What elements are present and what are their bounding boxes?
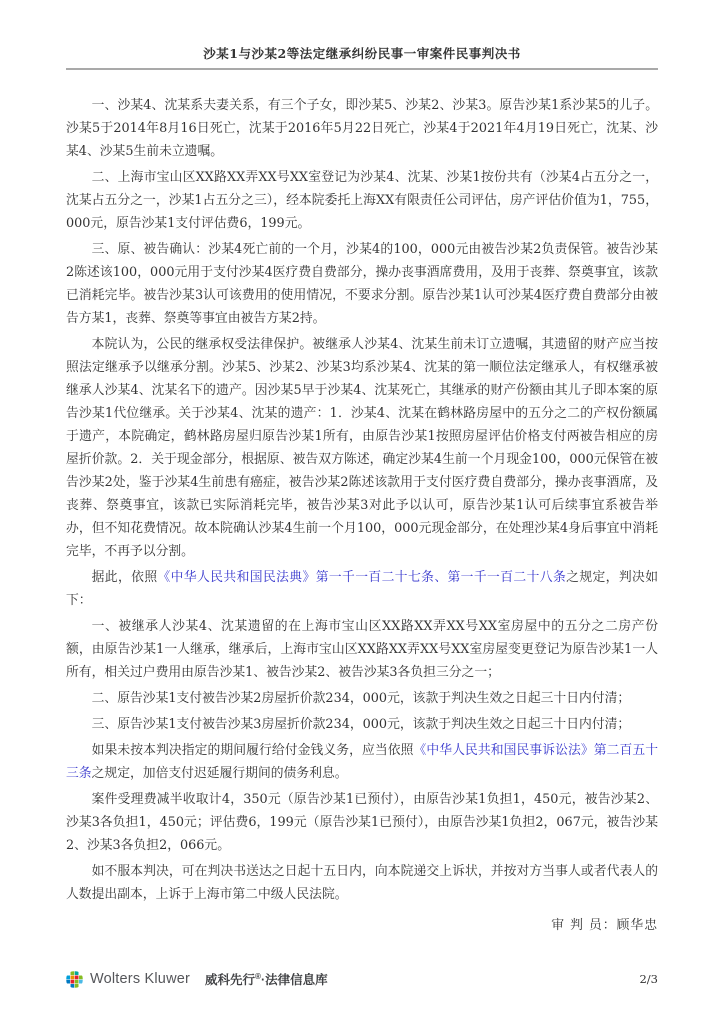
text-segment: 二、上海市宝山区XX路XX弄XX号XX室登记为沙某4、沈某、沙某1按份共有（沙某4占五分之一，沈某占五分之一，沙某1占五分之三），经本院委托上海XX有限责任公司评估，房产评估价值为1，755，000元，原告沙某1支付评估费6，199元。 bbox=[66, 170, 658, 231]
text-segment: 二、原告沙某1支付被告沙某2房屋折价款234，000元，该款于判决生效之日起三十日内付清； bbox=[91, 691, 631, 706]
para-ruling-2 bbox=[66, 687, 658, 710]
text-segment: 本院认为，公民的继承权受法律保护。被继承人沙某4、沈某生前未订立遗嘱，其遗留的财产应当按照法定继承予以继承分割。沙某5、沙某2、沙某3均系沙某4、沈某的第一顺位法定继承人，有权继承被继承人沙某4、沈某名下的遗产。因沙某5早于沙某4、沈某死亡，其继承的财产份额由其儿子即本案的原告沙某1代位继承。关于沙某4、沈某的遗产：1．沙某4、沈某在鹤林路房屋中的五分之二的产权份额属于遗产，本院确定，鹤林路房屋归原告沙某1所有，由原告沙某1按照房屋评估价格支付两被告相应的房屋折价款。2．关于现金部分，根据原、被告双方陈述，确定沙某4生前一个月现金100，000元保管在被告沙某2处，鉴于沙某4生前患有癌症，被告沙某2陈述该款用于支付医疗费自费部分，操办丧事酒席，及丧葬、祭奠事宜，该款已实际消耗完毕，被告沙某3对此予以认可，原告沙某1认可后续事宜系被告举办，但不知花费情况。故本院确认沙某4生前一个月100，000元现金部分，在处理沙某4身后事宜中消耗完毕，不再予以分割。 bbox=[66, 337, 658, 559]
text-segment: 一、沙某4、沈某系夫妻关系，有三个子女，即沙某5、沙某2、沙某3。原告沙某1系沙某5的儿子。沙某5于2014年8月16日死亡，沈某于2016年5月22日死亡，沙某4于2021年4月19日死亡，沈某、沙某4、沙某5生前未立遗嘱。 bbox=[66, 98, 658, 159]
text-segment: 三、原、被告确认：沙某4死亡前的一个月，沙某4的100，000元由被告沙某2负责保管。被告沙某2陈述该100，000元用于支付沙某4医疗费自费部分，操办丧事酒席费用，及用于丧葬、祭奠事宜，该款已消耗完毕。被告沙某3认可该费用的使用情况，不要求分割。原告沙某1认可沙某4医疗费自费部分由被告方某1，丧葬、祭奠等事宜由被告方某2持。 bbox=[66, 242, 658, 326]
para-court-opinion bbox=[66, 333, 658, 563]
brand-cn-name: 威科先行 bbox=[205, 973, 256, 987]
text-segment: 一、被继承人沙某4、沈某遗留的在上海市宝山区XX路XX弄XX号XX室房屋中的五分之二房产份额，由原告沙某1一人继承，继承后，上海市宝山区XX路XX弄XX号XX室房屋变更登记为原告沙某1一人所有，相关过户费用由原告沙某1、被告沙某2、被告沙某3各负担三分之一； bbox=[66, 619, 658, 680]
para-fact-3 bbox=[66, 238, 658, 330]
para-fact-2 bbox=[66, 166, 658, 235]
law-reference-link[interactable]: 《中华人民共和国民法典》 bbox=[157, 570, 316, 585]
document-title: 沙某1与沙某2等法定继承纠纷民事一审案件民事判决书 bbox=[203, 46, 521, 61]
page-indicator: 2/3 bbox=[639, 972, 658, 986]
para-ruling-3 bbox=[66, 713, 658, 736]
weike-xianxing-brand bbox=[205, 970, 328, 988]
registered-mark: ® bbox=[255, 971, 261, 981]
law-reference-link[interactable]: 《中华人民共和国民事诉讼法》 bbox=[413, 743, 594, 758]
law-reference-link[interactable]: 第二百五十三条 bbox=[66, 743, 659, 781]
text-segment: 之规定，判决如下： bbox=[66, 570, 659, 608]
text-segment: 如不服本判决，可在判决书送达之日起十五日内，向本院递交上诉状，并按对方当事人或者代表人的人数提出副本，上诉于上海市第二中级人民法院。 bbox=[66, 864, 658, 902]
document-footer bbox=[66, 962, 658, 996]
brand-cn-rest: ·法律信息库 bbox=[260, 973, 328, 987]
text-segment: 据此，依照 bbox=[91, 570, 158, 585]
para-late-payment bbox=[66, 739, 658, 785]
law-reference-link[interactable]: 第一千一百二十七条、第一千一百二十八条 bbox=[315, 570, 567, 585]
wolters-kluwer-logo-icon bbox=[66, 971, 83, 988]
para-fact-1 bbox=[66, 94, 658, 163]
para-judge-signature bbox=[66, 914, 658, 937]
wolters-kluwer-wordmark: Wolters Kluwer bbox=[90, 971, 191, 987]
text-segment: 三、原告沙某1支付被告沙某3房屋折价款234，000元，该款于判决生效之日起三十日内付清； bbox=[91, 717, 631, 732]
para-appeal bbox=[66, 860, 658, 906]
text-segment: 之规定，加倍支付迟延履行期间的债务利息。 bbox=[91, 766, 348, 781]
para-ruling-1 bbox=[66, 615, 658, 684]
text-segment: 如果未按本判决指定的期间履行给付金钱义务，应当依照 bbox=[91, 743, 414, 758]
para-legal-basis bbox=[66, 566, 658, 612]
para-fees bbox=[66, 788, 658, 857]
document-body bbox=[66, 94, 658, 937]
title-divider bbox=[66, 68, 658, 70]
text-segment: 审 判 员：顾华忠 bbox=[551, 918, 658, 933]
text-segment: 案件受理费减半收取计4，350元（原告沙某1已预付），由原告沙某1负担1，450元，被告沙某2、沙某3各负担1，450元；评估费6，199元（原告沙某1已预付），由原告沙某1负担2，067元，被告沙某2、沙某3各负担2，066元。 bbox=[66, 792, 658, 853]
